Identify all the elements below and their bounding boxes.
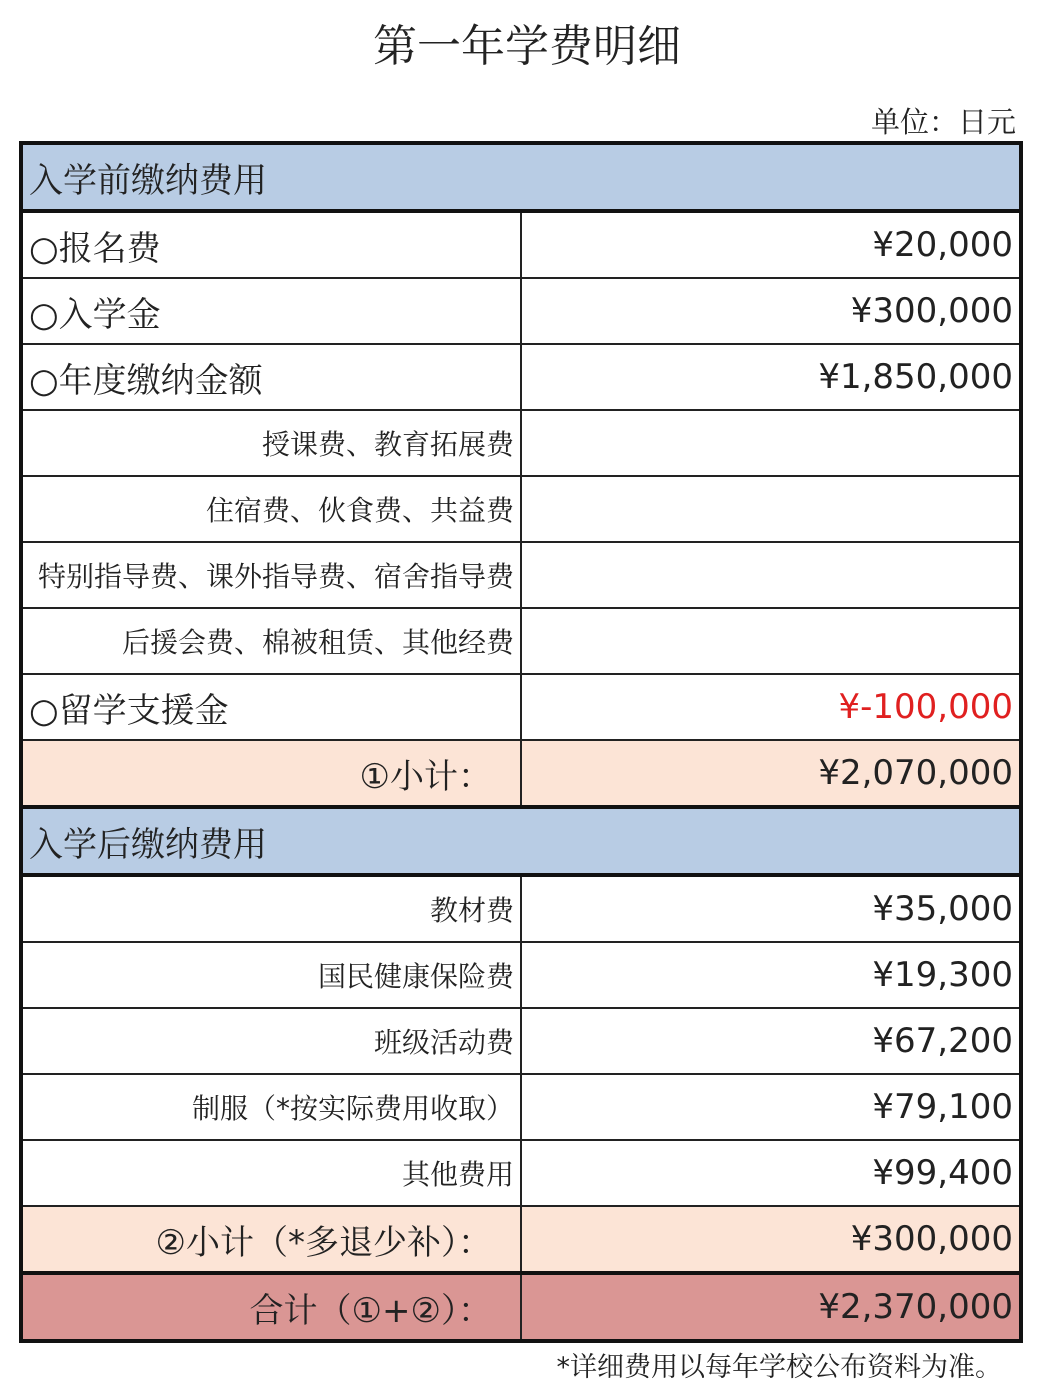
section-header-pre-enrollment: [21, 143, 1021, 211]
total-row: [21, 1273, 1021, 1341]
subtotal-label: ①小计：: [21, 740, 521, 807]
row-label: 其他费用: [21, 1140, 521, 1206]
table-row: [21, 1074, 1021, 1140]
row-value: ¥300,000: [521, 278, 1021, 344]
row-value: ¥99,400: [521, 1140, 1021, 1206]
table-row: [21, 344, 1021, 410]
row-value: ¥19,300: [521, 942, 1021, 1008]
row-value: ¥67,200: [521, 1008, 1021, 1074]
fee-table: [19, 141, 1023, 1343]
row-label: ○入学金: [21, 278, 521, 344]
detail-row: [21, 542, 1021, 608]
detail-label: 特别指导费、课外指导费、宿舍指导费: [21, 542, 521, 608]
table-row: [21, 674, 1021, 740]
detail-label: 授课费、教育拓展费: [21, 410, 521, 476]
row-label: 班级活动费: [21, 1008, 521, 1074]
row-value-negative: ¥-100,000: [521, 674, 1021, 740]
table-row: [21, 875, 1021, 942]
subtotal-label: ②小计（*多退少补）：: [21, 1206, 521, 1273]
detail-row: [21, 608, 1021, 674]
section-header-post-enrollment: [21, 807, 1021, 875]
row-label: ○年度缴纳金额: [21, 344, 521, 410]
row-label: 制服（*按实际费用收取）: [21, 1074, 521, 1140]
empty-cell: [521, 410, 1021, 476]
subtotal-value: ¥2,070,000: [521, 740, 1021, 807]
section-title: 入学前缴纳费用: [21, 143, 1021, 211]
table-row: [21, 942, 1021, 1008]
empty-cell: [521, 476, 1021, 542]
unit-label: 单位：日元: [870, 105, 1016, 139]
total-value: ¥2,370,000: [521, 1273, 1021, 1341]
total-label: 合计（①+②）：: [21, 1273, 521, 1341]
subtotal-row-1: [21, 740, 1021, 807]
row-label: ○报名费: [21, 211, 521, 278]
empty-cell: [521, 608, 1021, 674]
row-value: ¥35,000: [521, 875, 1021, 942]
subtotal-value: ¥300,000: [521, 1206, 1021, 1273]
table-row: [21, 1008, 1021, 1074]
row-value: ¥79,100: [521, 1074, 1021, 1140]
footnote: *详细费用以每年学校公布资料为准。: [556, 1352, 1002, 1383]
detail-row: [21, 476, 1021, 542]
detail-label: 住宿费、伙食费、共益费: [21, 476, 521, 542]
row-value: ¥1,850,000: [521, 344, 1021, 410]
detail-row: [21, 410, 1021, 476]
section-title: 入学后缴纳费用: [21, 807, 1021, 875]
row-label: 国民健康保险费: [21, 942, 521, 1008]
row-label: ○留学支援金: [21, 674, 521, 740]
table-row: [21, 211, 1021, 278]
page-title: 第一年学费明细: [373, 21, 681, 72]
row-label: 教材费: [21, 875, 521, 942]
row-value: ¥20,000: [521, 211, 1021, 278]
table-row: [21, 1140, 1021, 1206]
table-row: [21, 278, 1021, 344]
detail-label: 后援会费、棉被租赁、其他经费: [21, 608, 521, 674]
empty-cell: [521, 542, 1021, 608]
subtotal-row-2: [21, 1206, 1021, 1273]
